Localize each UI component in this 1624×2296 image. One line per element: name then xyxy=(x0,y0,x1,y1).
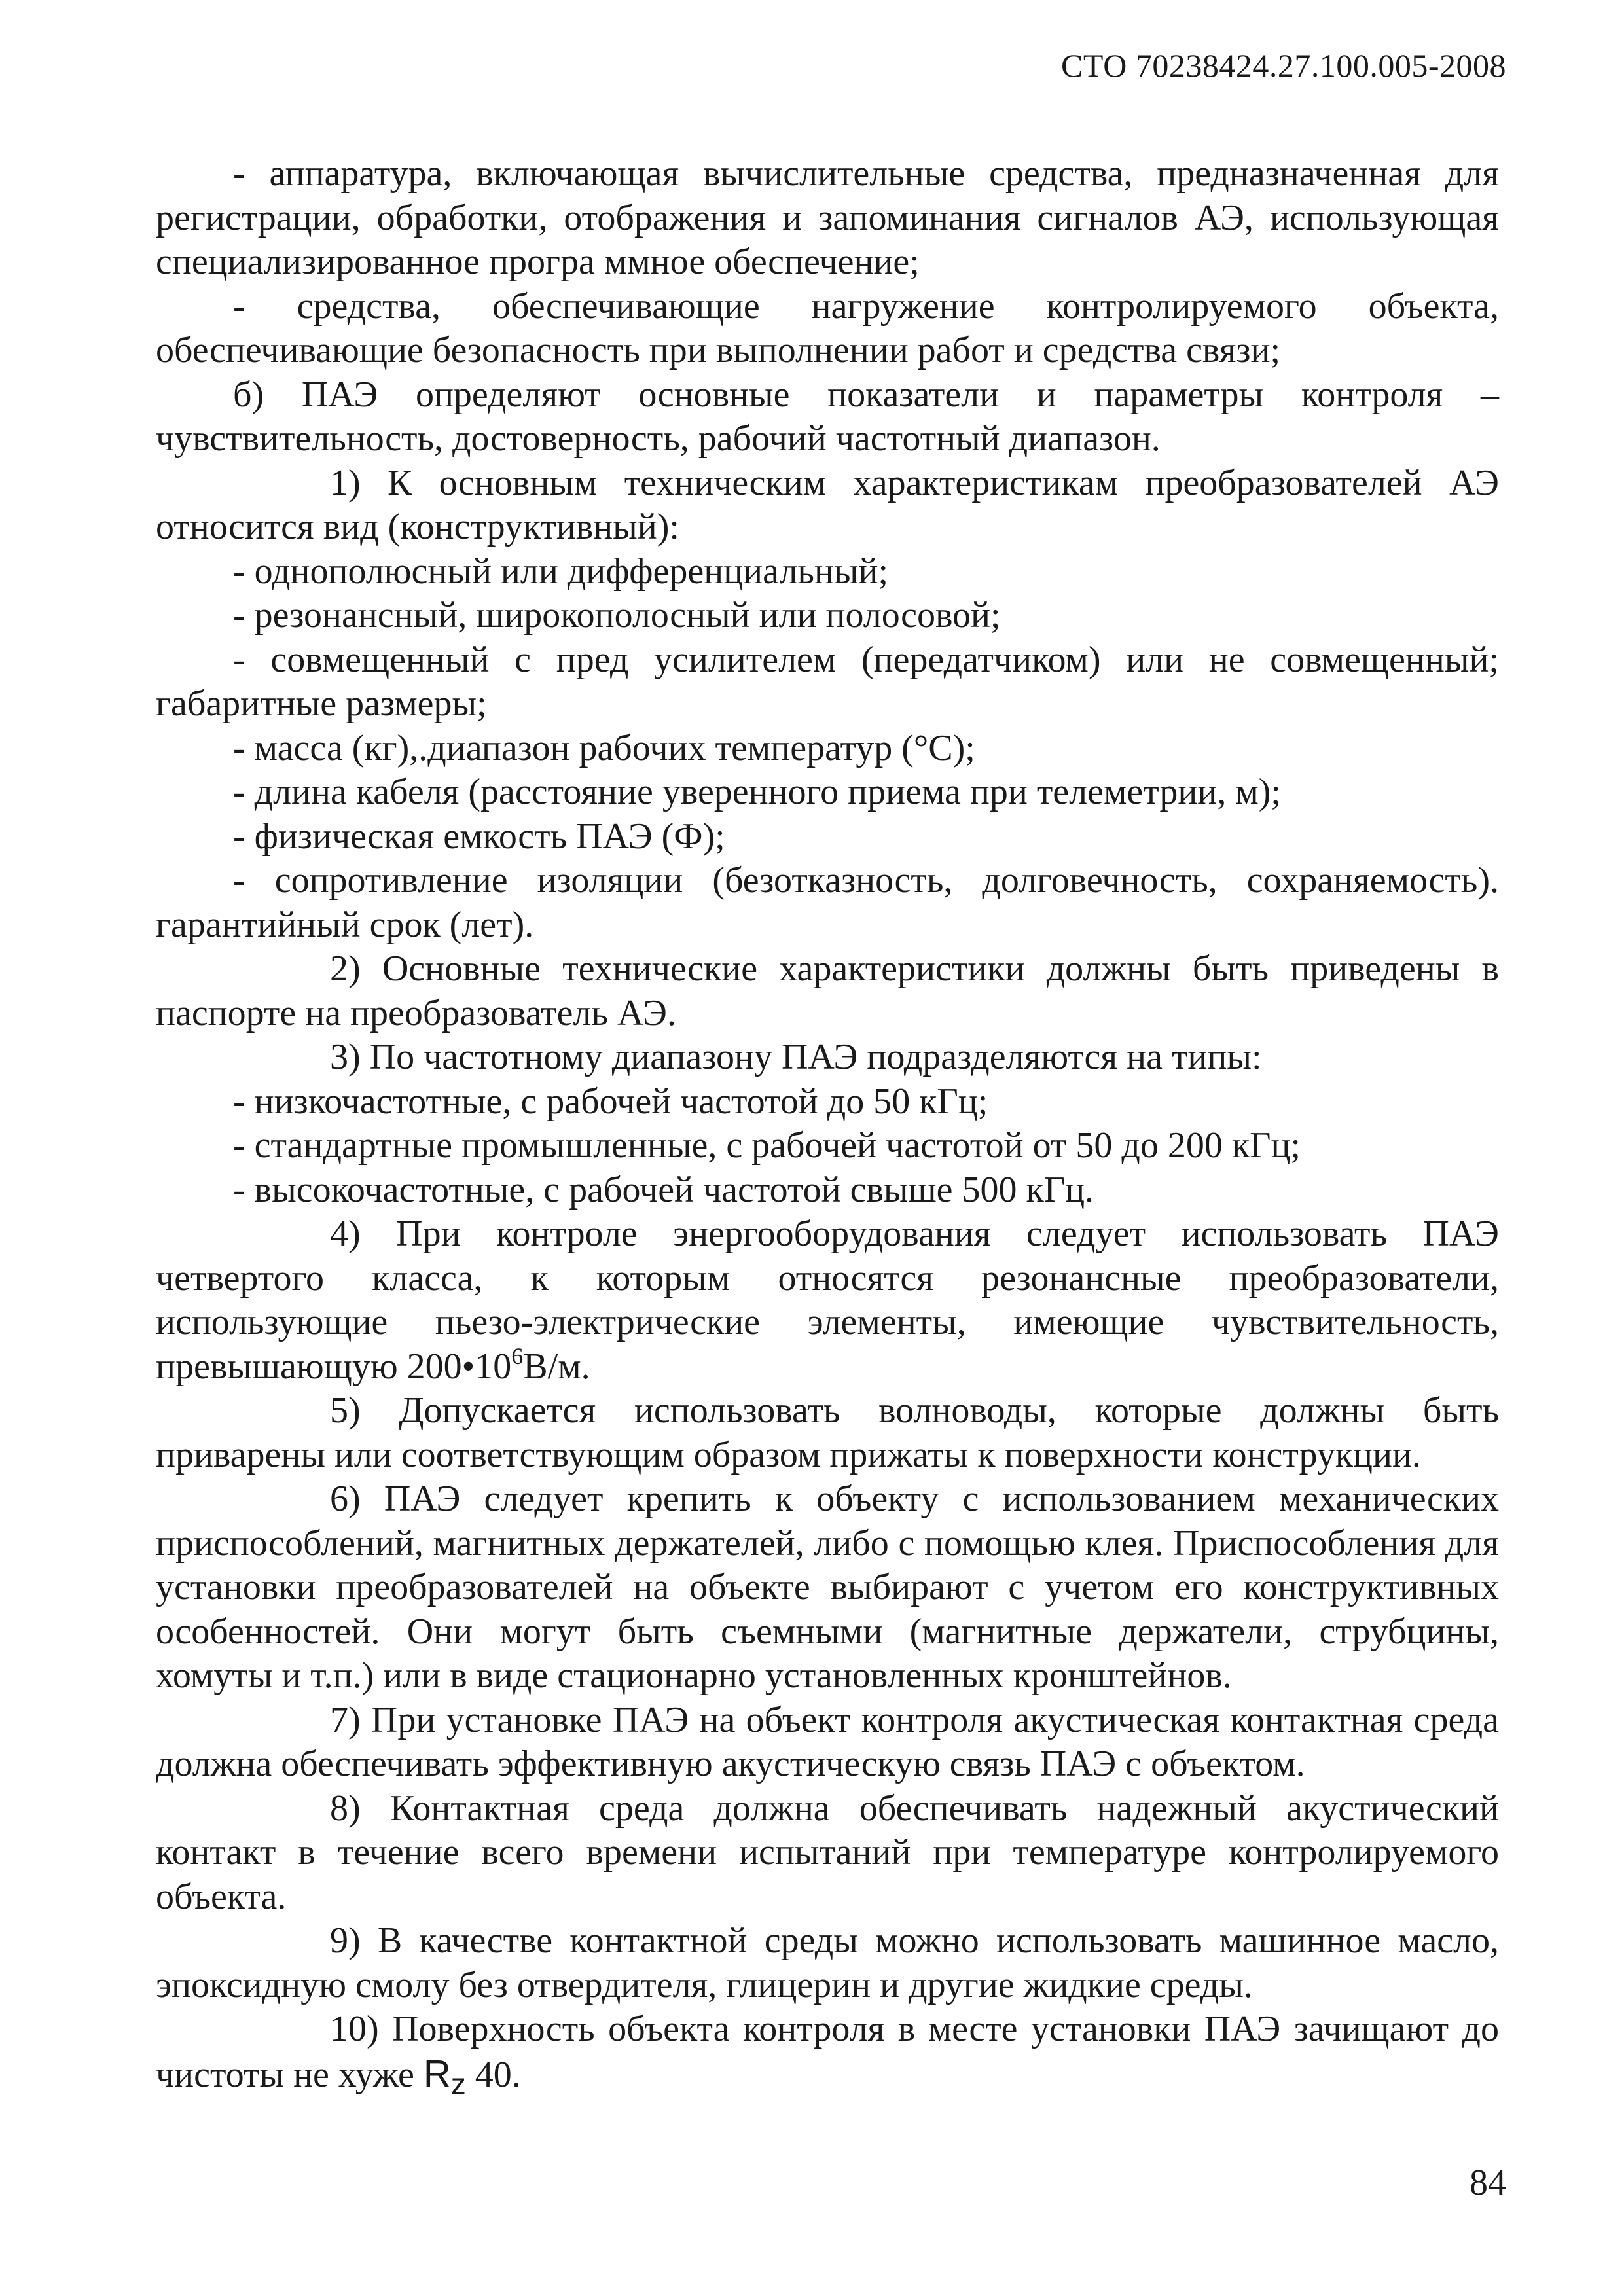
paragraph-b: б) ПАЭ определяют основные показатели и параметры контроля – чувствительность, достоверность, рабочий частотный диапазон. xyxy=(156,374,1499,459)
roughness-value: 40. xyxy=(465,2054,521,2095)
list-item: - высокочастотные, с рабочей частотой свыше 500 кГц. xyxy=(233,1169,1094,1210)
document-body xyxy=(156,152,1499,2101)
list-item: - масса (кг),.диапазон рабочих температур (°С); xyxy=(233,727,975,768)
paragraph-8: 8) Контактная среда должна обеспечивать надежный акустический контакт в течение всего времени испытаний при температуре контролируемого объекта. xyxy=(156,1787,1499,1917)
list-item: - совмещенный с пред усилителем (передатчиком) или не совмещенный; габаритные размеры; xyxy=(156,639,1499,724)
paragraph-5: 5) Допускается использовать волноводы, которые должны быть приварены или соответствующим образом прижаты к поверхности конструкции. xyxy=(156,1390,1499,1475)
paragraph-10 xyxy=(156,2007,1499,2101)
list-item: - резонансный, широкополосный или полосовой; xyxy=(233,595,1001,636)
sensitivity-value-unit: В/м. xyxy=(523,1346,590,1387)
paragraph-4 xyxy=(156,1212,1499,1389)
list-item: - сопротивление изоляции (безотказность, долговечность, сохраняемость). гарантийный срок (лет). xyxy=(156,860,1499,945)
document-code-header: СТО 70238424.27.100.005-2008 xyxy=(1061,47,1506,84)
roughness-symbol-base: R xyxy=(423,2052,451,2095)
sensitivity-value-base: 200•10 xyxy=(406,1346,512,1387)
sensitivity-value-exponent: 6 xyxy=(511,1342,524,1369)
roughness-symbol-subscript: z xyxy=(450,2066,466,2101)
paragraph-7: 7) При установке ПАЭ на объект контроля акустическая контактная среда должна обеспечивать эффективную акустическую связь ПАЭ с объектом. xyxy=(156,1699,1499,1784)
list-item: - средства, обеспечивающие нагружение контролируемого объекта, обеспечивающие безопасность при выполнении работ и средства связи; xyxy=(156,285,1499,370)
paragraph-2: 2) Основные технические характеристики должны быть приведены в паспорте на преобразователь АЭ. xyxy=(156,948,1499,1033)
paragraph-4-text: 4) При контроле энергооборудования следует использовать ПАЭ четвертого класса, к которым относятся резонансные преобразователи, использующие пьезо-электрические элементы, имеющие чувствительность, превышающую xyxy=(156,1213,1499,1387)
list-item: - однополюсный или дифференциальный; xyxy=(233,550,889,592)
paragraph-6: 6) ПАЭ следует крепить к объекту с использованием механических приспособлений, магнитных держателей, либо с помощью клея. Приспособления для установки преобразователей на объекте выбирают с учетом его конструктивных особенностей. Они могут быть съемными (магнитные держатели, струбцины, хомуты и т.п.) или в виде стационарно установленных кронштейнов. xyxy=(156,1479,1499,1696)
list-item: - низкочастотные, с рабочей частотой до 50 кГц; xyxy=(233,1081,988,1122)
paragraph-1: 1) К основным техническим характеристикам преобразователей АЭ относится вид (конструктивный): xyxy=(156,462,1499,547)
page-number: 84 xyxy=(1470,2162,1506,2203)
paragraph-3: 3) По частотному диапазону ПАЭ подразделяются на типы: xyxy=(330,1037,1262,1077)
list-item: - длина кабеля (расстояние уверенного приема при телеметрии, м); xyxy=(233,772,1281,812)
list-item: - стандартные промышленные, с рабочей частотой от 50 до 200 кГц; xyxy=(233,1125,1301,1166)
roughness-symbol xyxy=(423,2052,466,2101)
paragraph-9: 9) В качестве контактной среды можно использовать машинное масло, эпоксидную смолу без отвердителя, глицерин и другие жидкие среды. xyxy=(156,1920,1499,2005)
list-item: - физическая емкость ПАЭ (Ф); xyxy=(233,816,725,857)
list-item: - аппаратура, включающая вычислительные средства, предназначенная для регистрации, обработки, отображения и запоминания сигналов АЭ, использующая специализированное програ ммное обеспечение; xyxy=(156,153,1499,282)
paragraph-10-text: 10) Поверхность объекта контроля в месте установки ПАЭ зачищают до чистоты не хуже xyxy=(156,2009,1499,2095)
